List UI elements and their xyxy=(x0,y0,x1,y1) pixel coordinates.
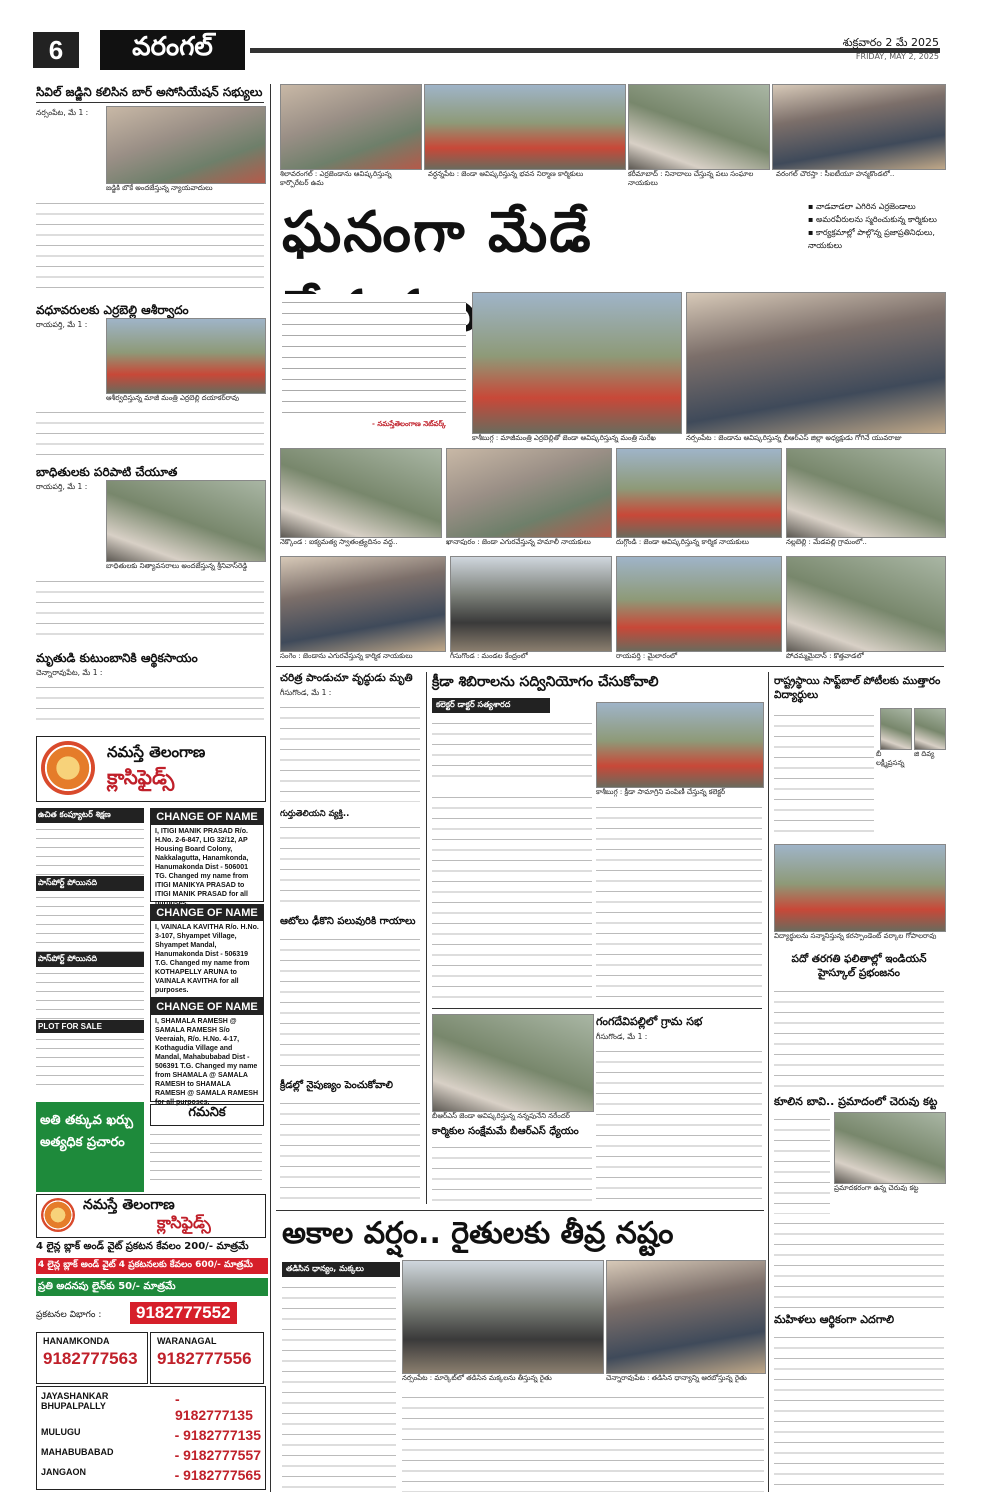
photo-caption: ప్రమాదకరంగా ఉన్న చెరువు కట్ట xyxy=(834,1184,919,1192)
headline: బాధితులకు పరిపాటి చేయూత xyxy=(36,465,178,479)
ad-title: PLOT FOR SALE xyxy=(36,1020,144,1033)
article-text xyxy=(36,680,264,726)
rate-line: ప్రతి అదనపు లైన్‌కు 50/- మాత్రమే xyxy=(36,1278,268,1296)
photo-caption: కాశీబుగ్గ : క్రీడా సామాగ్రిని పంపిణీ చేస్తున్న కలెక్టర్ xyxy=(596,788,726,796)
ad-small xyxy=(36,876,144,955)
office-name: WARANAGAL xyxy=(157,1336,217,1346)
district-phone: - 9182777557 xyxy=(174,1447,261,1463)
office-phone: 9182777556 xyxy=(157,1349,252,1368)
office-name: HANAMKONDA xyxy=(43,1336,110,1346)
photo-caption: నర్సంపేట : జెండాను ఆవిష్కరిస్తున్న బీఆర్‌ఎస్ జిల్లా అధ్యక్షుడు గోగినే యువరాజు xyxy=(686,434,902,442)
dateline: నర్సంపేట, మే 1 : xyxy=(36,108,89,117)
headline: కార్మికుల సంక్షేమమే బీఆర్‌ఎస్ ధ్యేయం xyxy=(432,1126,579,1137)
headline: అకాల వర్షం.. రైతులకు తీవ్ర నష్టం xyxy=(282,1216,674,1251)
article-text xyxy=(432,716,592,786)
district-phone: - 9182777135 xyxy=(174,1427,261,1443)
article-text xyxy=(774,1112,830,1214)
photo-caption: జి దివ్య xyxy=(914,750,935,758)
news-photo xyxy=(786,448,946,538)
dateline: రాయపర్తి, మే 1 : xyxy=(36,482,88,491)
photo-caption: కాశీబుగ్గ : మాజీమంత్రి ఎర్రబెల్లితో జెండా ఆవిష్కరిస్తున్న మంత్రి సురేఖ xyxy=(472,434,656,442)
photo-caption: బీఆర్‌ఎస్ జెండా ఆవిష్కరిస్తున్న నన్నపునేని నరేందర్ xyxy=(432,1112,570,1120)
photo-caption: నెక్కొండ : ఐక్యమత్య స్వాతంత్ర్యదినం వద్ద.. xyxy=(280,538,398,546)
photo-caption: బాధితులకు నిత్యావసరాలు అందజేస్తున్న శ్రీనివాస్‌రెడ్డి xyxy=(106,562,248,570)
column-rule xyxy=(768,672,769,1492)
photo-caption: కరీమాబాద్ : నినాదాలు చేస్తున్న పలు సంఘాల నాయకులు xyxy=(628,170,754,187)
rate-line: 4 లైన్ల బ్లాక్ అండ్ వైట్ ప్రకటన కేవలం 200/- మాత్రమే xyxy=(36,1241,249,1252)
photo-caption: సంగెం : జెండాను ఎగురవేస్తున్న కార్మిక నాయకులు xyxy=(280,652,413,660)
dateline: చెన్నారావుపేట, మే 1 : xyxy=(36,668,103,677)
bullet-item: ▪ వాడవాడలా ఎగిరిన ఎర్రజెండాలు xyxy=(808,202,916,211)
news-photo xyxy=(280,84,422,170)
brand-sub: క్లాసిఫైడ్స్ xyxy=(107,765,175,789)
article-text xyxy=(36,196,264,296)
news-photo xyxy=(446,448,612,538)
news-photo xyxy=(616,556,782,652)
article-text xyxy=(402,1390,764,1492)
contact-label: ప్రకటనల విభాగం : xyxy=(36,1310,102,1320)
ad-text: I, VAINALA KAVITHA R/o. H.No. 3-107, Shyampet Village, Shyampet Mandal, Hanumakonda Dist - 506319 T.G. Changed my name from KOTHAPELLY ARUNA to VAINALA KAVITHA for all purposes. xyxy=(155,924,259,994)
dateline: రాయపర్తి, మే 1 : xyxy=(36,320,88,329)
photo-caption: చెన్నారావుపేట : తడిసిన ధాన్యాన్ని ఆరబోస్తున్న రైతు xyxy=(606,1374,747,1382)
headline: చరిత్ర పాండుచూ వృద్ధుడు మృతి xyxy=(280,672,413,684)
district-name: JAYASHANKAR BHUPALPALLY xyxy=(41,1391,109,1411)
ad-small xyxy=(36,952,144,1025)
subhead: క్రీడల్లో నైపుణ్యం పెంచుకోవాలి xyxy=(280,1080,393,1091)
news-photo xyxy=(402,1260,604,1374)
ad-text: I, SHAMALA RAMESH @ SAMALA RAMESH S/o Veeraiah, R/o. H.No. 4-17, Kothagudia Village and Mandal, Mahabubabad Dist - 506391 T.G. Changed my name from SHAMALA @ SAMALA RAMESH to SHAMALA RAMESH @ SAMALA RAMESH for all purposes. xyxy=(155,1018,259,1106)
ad-small xyxy=(36,1020,144,1089)
date-english: FRIDAY, MAY 2, 2025 xyxy=(855,52,939,61)
news-photo xyxy=(280,448,442,538)
news-photo xyxy=(628,84,770,170)
subhead: గుర్తుతెలియని వ్యక్తి.. xyxy=(280,809,350,819)
news-photo xyxy=(106,106,266,184)
photo-caption: విద్యార్థులను సన్మానిస్తున్న కరస్పాండెంట్ వర్కాల గోపాలరావు xyxy=(774,932,937,940)
headline: పదో తరగతి ఫలితాల్లో ఇండియన్ హైస్కూల్ ప్రభంజనం xyxy=(791,953,927,979)
news-photo xyxy=(606,1260,766,1374)
news-photo xyxy=(280,556,446,652)
article-text xyxy=(596,800,762,1000)
photo-caption: శిలావరంగల్ : ఎర్రజెండాను ఆవిష్కరిస్తున్న కార్పొరేటర్ ఉమ xyxy=(280,170,392,187)
page-number: 6 xyxy=(33,32,79,68)
headline: రాష్ట్రస్థాయి సాఫ్ట్‌బాల్ పోటీలకు ముత్తారం విద్యార్థులు xyxy=(774,675,941,701)
change-of-name-ad xyxy=(150,904,264,998)
headline: సివిల్ జడ్జిని కలిసిన బార్ అసోసియేషన్ సభ్యులు xyxy=(36,85,263,99)
office-box xyxy=(36,1332,148,1384)
news-photo xyxy=(472,292,682,434)
article-text xyxy=(280,700,420,802)
dateline: గీసుగొండ, మే 1 : xyxy=(596,1032,648,1041)
headline: గంగదేవిపల్లిలో గ్రామ సభ xyxy=(596,1015,703,1028)
date-telugu: శుక్రవారం 2 మే 2025 xyxy=(842,36,939,49)
byline: - నమస్తేతెలంగాణ నెట్‌వర్క్ xyxy=(372,420,446,428)
classifieds-banner xyxy=(36,736,266,802)
office-phone: 9182777563 xyxy=(43,1349,138,1368)
column-rule xyxy=(426,672,427,1204)
district-phone: - 9182777135 xyxy=(175,1391,253,1423)
notice-box: గమనిక xyxy=(150,1104,264,1126)
column-rule xyxy=(270,84,271,1492)
divider xyxy=(276,666,944,667)
ad-title: CHANGE OF NAME xyxy=(151,809,263,825)
ad-small xyxy=(36,808,144,875)
article-text xyxy=(280,1096,420,1202)
news-photo xyxy=(616,448,782,538)
ad-title: CHANGE OF NAME xyxy=(151,999,263,1015)
article-text xyxy=(774,984,944,1090)
kicker: తడిసిన ధాన్యం, మక్కలు xyxy=(282,1262,400,1277)
article-text xyxy=(432,790,592,1000)
news-photo xyxy=(450,556,612,652)
news-photo xyxy=(772,84,946,170)
article-text xyxy=(280,932,420,1072)
article-text xyxy=(596,1044,762,1204)
news-photo xyxy=(106,480,266,562)
ad-title: పాస్‌పోర్ట్ పోయినది xyxy=(36,952,144,967)
portrait-photo xyxy=(880,708,912,750)
photo-caption: పోచమ్మమైదాన్ : కొత్తవాడలో xyxy=(786,652,864,660)
photo-caption: ఖానాపురం : జెండా ఎగురవేస్తున్న హమాలీ నాయకులు xyxy=(446,538,591,546)
change-of-name-ad xyxy=(150,808,264,902)
photo-caption: నర్సంపేట : మార్కెట్‌లో తడిసిన మక్కలను తీస్తున్న రైతు xyxy=(402,1374,552,1382)
brand-sub: క్లాసిఫైడ్స్ xyxy=(157,1213,211,1232)
divider xyxy=(432,1008,762,1009)
portrait-photo xyxy=(914,708,946,750)
headline: కూలిన బావి.. ప్రమాదంలో చెరువు కట్ట xyxy=(774,1095,938,1108)
article-text xyxy=(282,1280,396,1492)
district-name: JANGAON xyxy=(41,1467,87,1477)
photo-caption: రాయపర్తి : మైలారంలో xyxy=(616,652,678,660)
article-text xyxy=(774,1330,944,1492)
news-photo xyxy=(834,1112,946,1184)
lead-bullets xyxy=(808,200,944,252)
logo-icon xyxy=(41,741,95,795)
article-text xyxy=(36,574,264,644)
headline: వధూవరులకు ఎర్రబెల్లి ఆశీర్వాదం xyxy=(36,303,189,317)
subhead: కలెక్టర్ డాక్టర్ సత్యశారద xyxy=(432,698,550,713)
article-text xyxy=(280,820,420,910)
news-photo xyxy=(596,702,764,788)
brand-name: నమస్తే తెలంగాణ xyxy=(107,743,206,761)
ad-title: ఉచిత కంప్యూటర్ శిక్షణ xyxy=(36,808,144,823)
photo-caption: వరంగల్ చౌరస్తా : సీఐటీయూ హన్మకొండలో.. xyxy=(776,170,895,178)
article-text xyxy=(774,708,874,838)
subhead: ఆటోలు ఢీకొని పలువురికి గాయాలు xyxy=(280,916,416,927)
photo-caption: బీ లక్ష్మీప్రసన్న xyxy=(876,750,905,767)
logo-icon xyxy=(41,1198,75,1232)
news-photo xyxy=(786,556,946,652)
district-name: MAHABUBABAD xyxy=(41,1447,114,1457)
headline: మృతుడి కుటుంబానికి ఆర్థికసాయం xyxy=(36,651,198,665)
lead-headline: ఘనంగా మేడే xyxy=(282,200,593,265)
bullet-item: ▪ కార్యక్రమాల్లో పాల్గొన్న ప్రజాప్రతినిధులు, నాయకులు xyxy=(808,228,935,250)
district-phone: - 9182777565 xyxy=(174,1467,261,1483)
ad-text: I, ITIGI MANIK PRASAD R/o. H.No. 2-6-847, LIG 32/12, AP Housing Board Colony, Nakkalagutta, Hanamkonda, Hanumakonda Dist - 506001 TG. Changed my name from ITIGI MANIKYA PRASAD to ITIGI MANIK PRASAD for all xyxy=(155,828,249,898)
news-photo xyxy=(106,318,266,394)
change-of-name-ad xyxy=(150,998,264,1106)
masthead-rule xyxy=(250,48,940,53)
headline: క్రీడా శిబిరాలను సద్వినియోగం చేసుకోవాలి xyxy=(432,674,659,690)
bullet-item: ▪ అమరవీరులను స్మరించుకున్న కార్మికులు xyxy=(808,215,937,224)
ad-title: పాస్‌పోర్ట్ పోయినది xyxy=(36,876,144,891)
office-box xyxy=(150,1332,264,1384)
photo-caption: గీసుగొండ : మండల కేంద్రంలో xyxy=(450,652,528,660)
district-contacts xyxy=(36,1386,266,1490)
brand-name: నమస్తే తెలంగాణ xyxy=(83,1197,175,1213)
photo-caption: జడ్జికి బొకే అందజేస్తున్న న్యాయవాదులు xyxy=(106,184,213,192)
rate-line: 4 లైన్ల బ్లాక్ అండ్ వైట్ 4 ప్రకటనలకు కేవలం 600/- మాత్రమే xyxy=(36,1258,268,1274)
article-text xyxy=(36,405,264,457)
ad-title: CHANGE OF NAME xyxy=(151,905,263,921)
classifieds-banner xyxy=(36,1194,266,1238)
headline: మహిళలు ఆర్థికంగా ఎదగాలి xyxy=(774,1313,895,1326)
article-text xyxy=(774,1216,944,1308)
notice-text xyxy=(150,1128,262,1186)
photo-caption: ఆశీర్వదిస్తున్న మాజీ మంత్రి ఎర్రబెల్లి దయాకర్‌రావు xyxy=(106,394,240,402)
news-photo xyxy=(774,844,946,932)
dateline: గీసుగొండ, మే 1 : xyxy=(280,688,332,697)
section-title: వరంగల్ xyxy=(100,30,245,70)
news-photo xyxy=(424,84,626,170)
news-photo xyxy=(686,292,946,434)
divider xyxy=(276,1210,764,1211)
contact-phone: 9182777552 xyxy=(130,1302,237,1324)
photo-caption: వర్ధన్నపేట : జెండా ఆవిష్కరిస్తున్న భవన నిర్మాణ కార్మికులు xyxy=(428,170,584,178)
article-text xyxy=(432,1140,592,1204)
news-photo xyxy=(432,1014,594,1112)
divider xyxy=(36,102,264,103)
article-text xyxy=(282,294,466,418)
district-name: MULUGU xyxy=(41,1427,81,1437)
promo-box: అతి తక్కువ ఖర్చు అత్యధిక ప్రచారం xyxy=(36,1102,144,1192)
photo-caption: దుగ్గొండి : జెండా ఆవిష్కరిస్తున్న కార్మిక నాయకులు xyxy=(616,538,749,546)
photo-caption: నల్లబెల్లి : మేడపల్లి గ్రామంలో.. xyxy=(786,538,867,546)
